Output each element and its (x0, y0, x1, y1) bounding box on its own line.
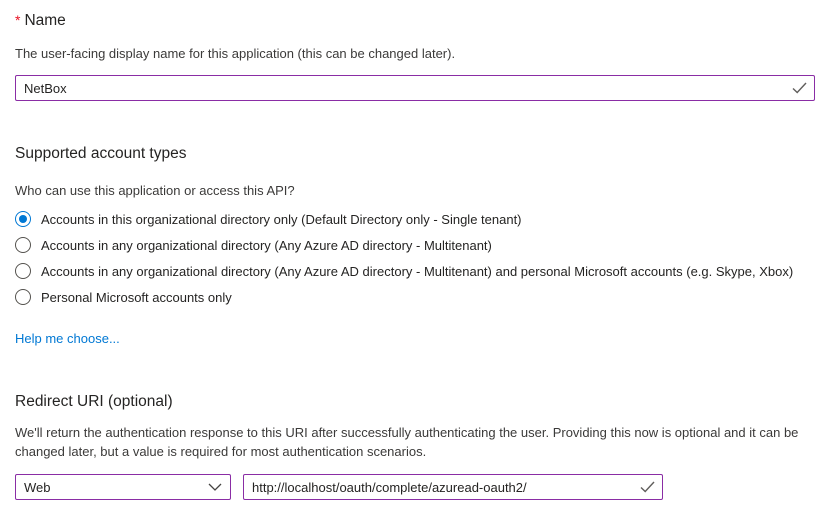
radio-option-label: Personal Microsoft accounts only (41, 289, 232, 305)
help-me-choose-link[interactable]: Help me choose... (15, 331, 120, 346)
radio-option-label: Accounts in any organizational directory (Any Azure AD directory - Multitenant) (41, 237, 492, 253)
platform-select-value: Web (24, 479, 51, 495)
name-input-wrap (15, 75, 815, 101)
account-types-question: Who can use this application or access this API? (15, 183, 295, 198)
supported-account-types-heading: Supported account types (15, 145, 187, 162)
radio-option-multitenant[interactable] (15, 232, 815, 258)
redirect-uri-input[interactable] (243, 474, 663, 500)
radio-button[interactable] (15, 211, 31, 227)
radio-button[interactable] (15, 237, 31, 253)
required-asterisk: * (15, 12, 21, 28)
redirect-uri-heading: Redirect URI (optional) (15, 393, 173, 410)
name-label: Name (24, 12, 66, 29)
radio-option-single-tenant[interactable] (15, 206, 815, 232)
radio-button[interactable] (15, 289, 31, 305)
chevron-down-icon (208, 483, 222, 492)
radio-option-personal-only[interactable] (15, 284, 815, 310)
radio-option-multitenant-personal[interactable] (15, 258, 815, 284)
radio-option-label: Accounts in any organizational directory (Any Azure AD directory - Multitenant) and personal Microsoft accounts (e.g. Skype, Xbox) (41, 263, 794, 279)
name-input[interactable] (15, 75, 815, 101)
uri-input-wrap (243, 474, 663, 500)
radio-option-label: Accounts in this organizational directory only (Default Directory only - Single tenant) (41, 211, 522, 227)
radio-button[interactable] (15, 263, 31, 279)
account-types-radio-group (15, 206, 815, 310)
redirect-uri-description: We'll return the authentication response to this URI after successfully authenticating the user. Providing this now is optional and it can be changed later, but a value is required for most authentication scenarios. (15, 425, 799, 459)
platform-select[interactable] (15, 474, 231, 500)
redirect-uri-controls (15, 474, 815, 500)
name-field-heading (15, 10, 815, 31)
name-description: The user-facing display name for this application (this can be changed later). (15, 46, 456, 61)
